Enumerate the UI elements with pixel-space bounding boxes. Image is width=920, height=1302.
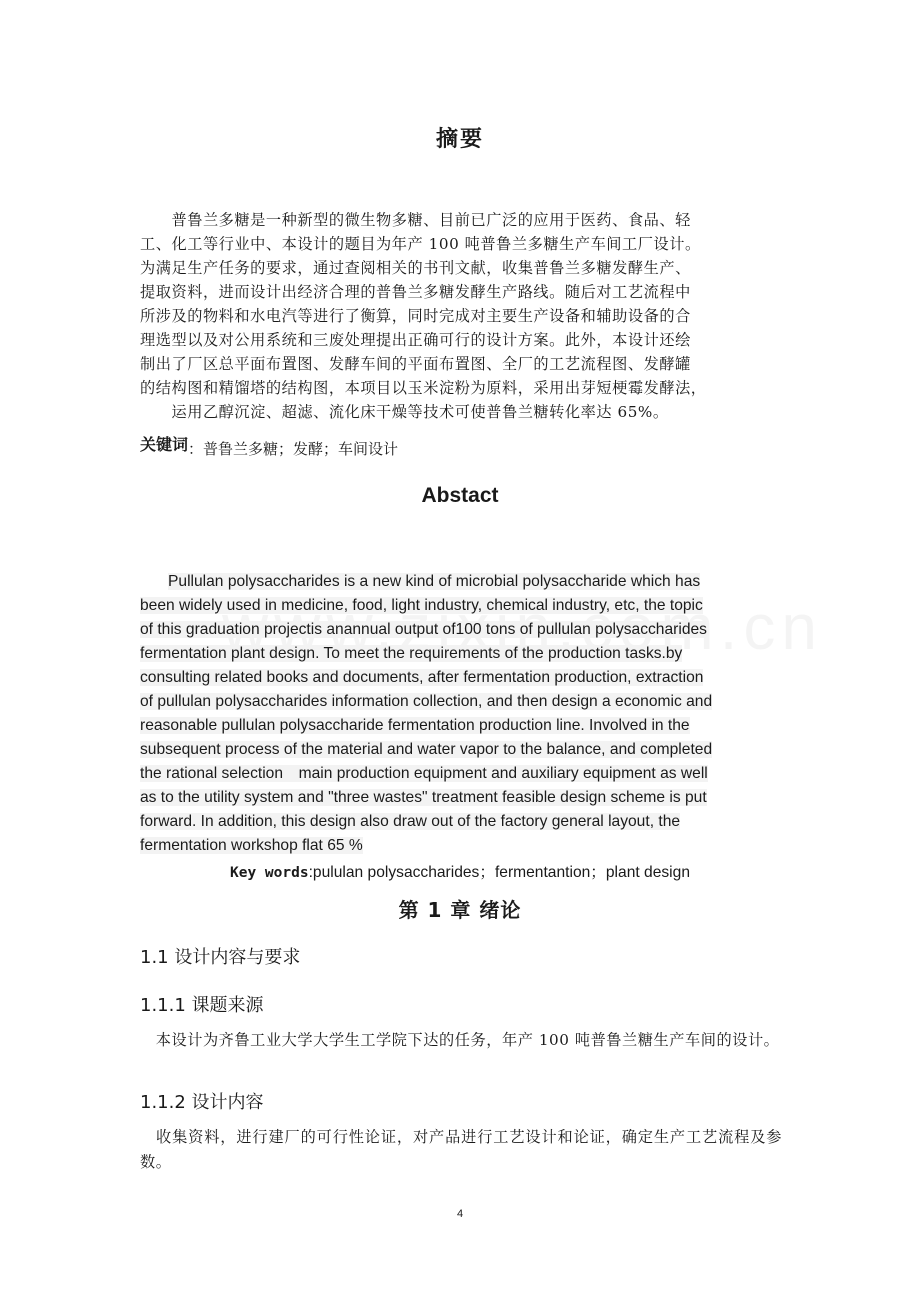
- cn-abstract-line: 为满足生产任务的要求，通过查阅相关的书刊文献，收集普鲁兰多糖发酵生产、: [140, 259, 691, 277]
- cn-abstract-line: 运用乙醇沉淀、超滤、流化床干燥等技术可使普鲁兰糖转化率达 65%。: [140, 403, 669, 421]
- en-abstract-line: reasonable pullulan polysaccharide fermentation production line. Involved in the: [140, 717, 690, 734]
- en-abstract-line: of this graduation projectis anannual output of100 tons of pullulan polysaccharides: [140, 621, 707, 638]
- en-abstract-title: Abstact: [421, 484, 499, 507]
- page-number: 4: [456, 1208, 464, 1220]
- cn-abstract-line: 普鲁兰多糖是一种新型的微生物多糖、目前已广泛的应用于医药、食品、轻: [140, 211, 691, 229]
- cn-keywords-text: ：普鲁兰多糖；发酵；车间设计: [188, 440, 399, 458]
- cn-abstract-line: 工、化工等行业中、本设计的题目为年产 100 吨普鲁兰多糖生产车间工厂设计。: [140, 235, 701, 253]
- en-abstract-line: of pullulan polysaccharides information collection, and then design a economic and: [140, 693, 713, 710]
- en-abstract-line: fermentation plant design. To meet the requirements of the production tasks.by: [140, 645, 683, 662]
- en-abstract-line: the rational selection main production equipment and auxiliary equipment as well: [140, 765, 708, 782]
- subsection-heading: 1.1.1 课题来源: [140, 995, 264, 1016]
- en-abstract-line: Pullulan polysaccharides is a new kind of microbial polysaccharide which has: [168, 573, 701, 590]
- en-keywords-label: Key words: [230, 865, 309, 881]
- en-abstract-line: consulting related books and documents, after fermentation production, extraction: [140, 669, 704, 686]
- cn-keywords-label: 关键词: [140, 435, 189, 454]
- cn-abstract-line: 制出了厂区总平面布置图、发酵车间的平面布置图、全厂的工艺流程图、发酵罐: [140, 355, 691, 373]
- en-abstract-line: forward. In addition, this design also draw out of the factory general layout, the: [140, 813, 681, 830]
- section-paragraph: 收集资料，进行建厂的可行性论证，对产品进行工艺设计和论证，确定生产工艺流程及参数。: [140, 1128, 782, 1171]
- cn-abstract-line: 的结构图和精馏塔的结构图，本项目以玉米淀粉为原料，采用出芽短梗霉发酵法，: [140, 379, 707, 397]
- en-abstract-line: been widely used in medicine, food, light industry, chemical industry, etc, the topic: [140, 597, 703, 614]
- en-abstract-line: as to the utility system and "three wastes" treatment feasible design scheme is put: [140, 789, 707, 806]
- cn-abstract-line: 提取资料，进而设计出经济合理的普鲁兰多糖发酵生产路线。随后对工艺流程中: [140, 283, 691, 301]
- en-abstract-line: subsequent process of the material and water vapor to the balance, and completed: [140, 741, 713, 758]
- en-keywords: [0, 860, 920, 882]
- subsection-heading: 1.1.2 设计内容: [140, 1092, 264, 1113]
- section-heading: 1.1 设计内容与要求: [140, 947, 301, 968]
- en-abstract-line: fermentation workshop flat 65 %: [140, 837, 363, 854]
- cn-keywords: [140, 436, 398, 459]
- cn-abstract-title: 摘要: [435, 127, 484, 152]
- cn-abstract-line: 所涉及的物料和水电汽等进行了衡算，同时完成对主要生产设备和辅助设备的合: [140, 307, 691, 325]
- cn-abstract-line: 理选型以及对公用系统和三废处理提出正确可行的设计方案。此外，本设计还绘: [140, 331, 691, 349]
- section-paragraph: 本设计为齐鲁工业大学大学生工学院下达的任务，年产 100 吨普鲁兰糖生产车间的设计。: [140, 1031, 780, 1049]
- en-keywords-text: :pululan polysaccharides；fermentantion；plant design: [308, 864, 690, 881]
- chapter-title: 第 1 章 绪论: [398, 898, 522, 922]
